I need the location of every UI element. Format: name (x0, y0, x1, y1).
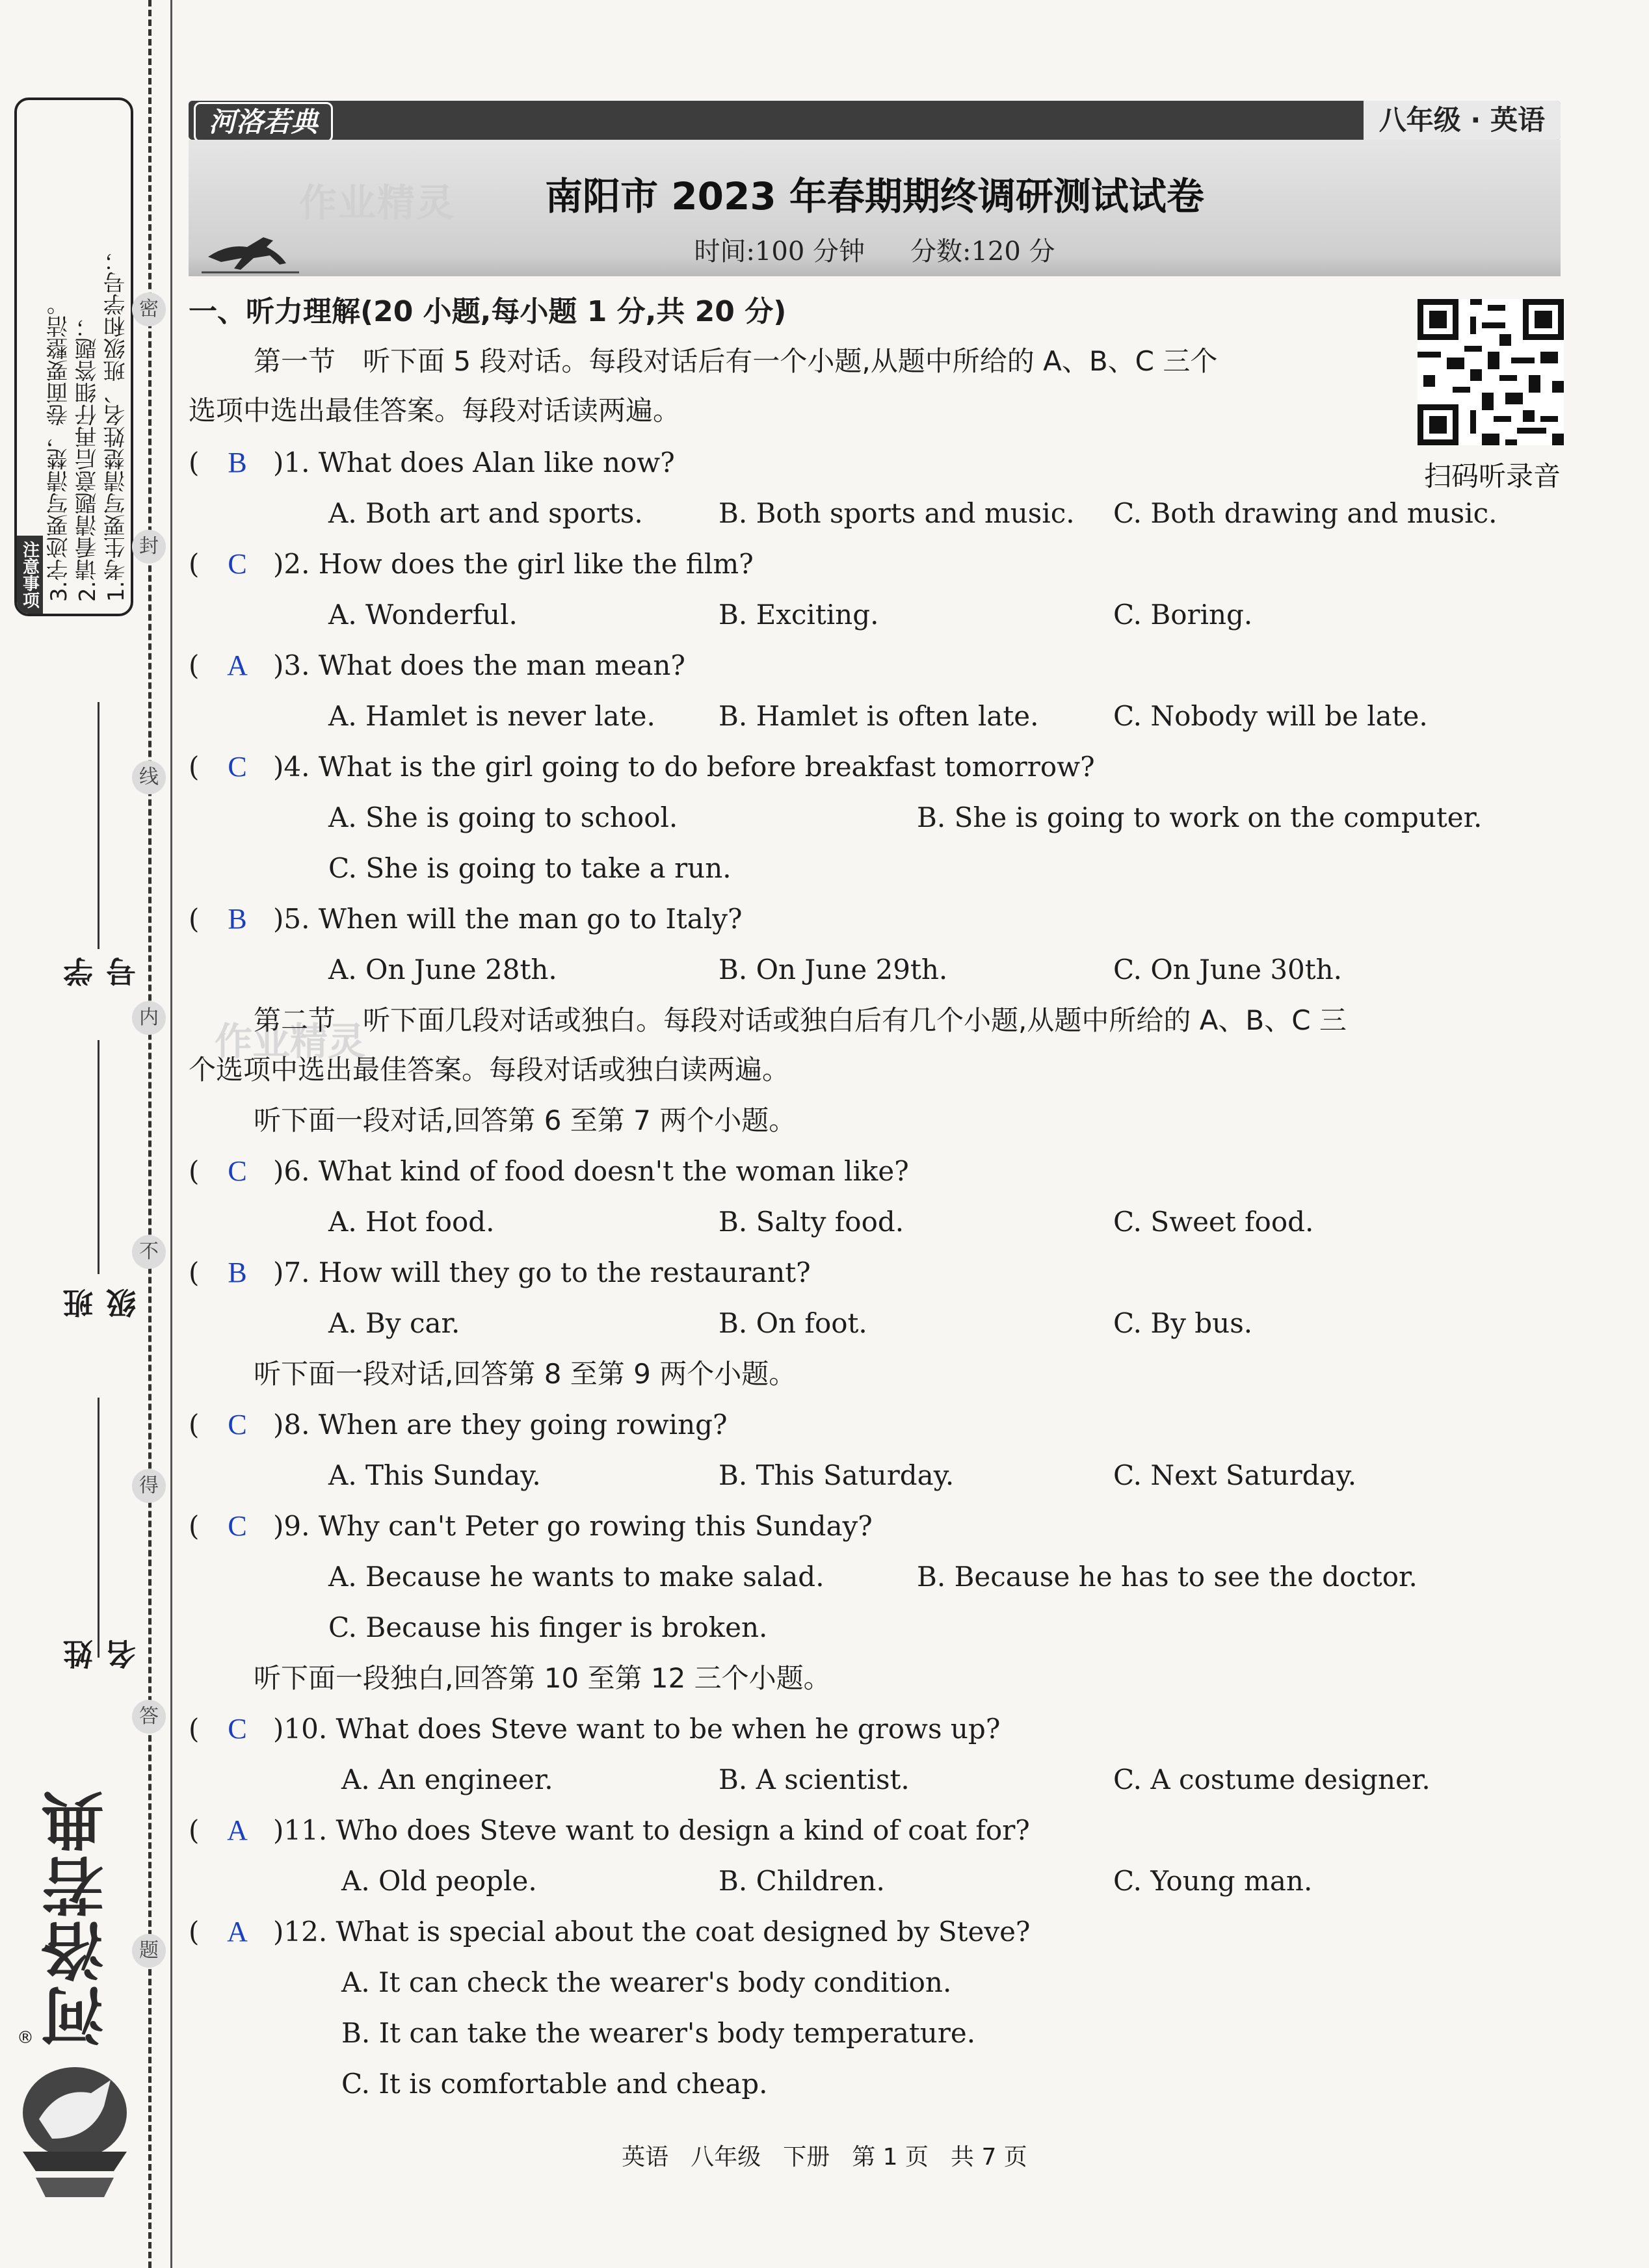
student-id-line[interactable] (98, 702, 99, 949)
answer-9[interactable]: C (228, 1510, 247, 1542)
answer-8[interactable]: C (228, 1409, 247, 1440)
q9-option-c: C. Because his finger is broken. (328, 1611, 768, 1643)
q12-option-c: C. It is comfortable and cheap. (341, 2068, 768, 2100)
question-11: )11. Who does Steve want to design a kind of coat for? (273, 1814, 1030, 1846)
title-band (189, 140, 1561, 276)
q2-option-c: C. Boring. (1113, 599, 1253, 631)
question-4: )4. What is the girl going to do before breakfast tomorrow? (273, 751, 1095, 783)
answer-bracket: ( (189, 1155, 200, 1187)
answer-4[interactable]: C (228, 751, 247, 783)
name-label: 姓名 (62, 1639, 140, 1669)
q8-option-a: A. This Sunday. (328, 1459, 541, 1491)
q6-option-b: B. Salty food. (719, 1206, 904, 1238)
answer-7[interactable]: B (228, 1257, 247, 1288)
note-2: 2.请看清题意后再仔细答题； (75, 315, 101, 602)
q4-option-a: A. She is going to school. (328, 802, 678, 833)
q2-option-a: A. Wonderful. (328, 599, 518, 631)
answer-bracket: ( (189, 548, 200, 580)
q10-option-c: C. A costume designer. (1113, 1764, 1431, 1795)
seal-char-ti: 题 (132, 1934, 166, 1968)
footer-total: 共 7 页 (951, 2144, 1027, 2170)
seal-char-nei: 内 (132, 1001, 166, 1035)
answer-10[interactable]: C (228, 1713, 247, 1745)
q11-option-c: C. Young man. (1113, 1865, 1313, 1897)
answer-bracket: ( (189, 649, 200, 681)
brand-logo: 河洛若典 (194, 102, 333, 142)
side-brand: 河洛若典 (41, 1788, 114, 2048)
exam-info (189, 231, 1561, 268)
q8-option-c: C. Next Saturday. (1113, 1459, 1357, 1491)
part2-instruction-line2: 个选项中选出最佳答案。每段对话或独白读两遍。 (189, 1054, 790, 1086)
question-9: )9. Why can't Peter go rowing this Sunday? (273, 1510, 873, 1542)
footer-volume: 下册 (783, 2144, 830, 2170)
answer-bracket: ( (189, 1257, 200, 1288)
qr-caption: 扫码听录音 (1423, 460, 1561, 492)
side-horse-logo-icon (13, 2041, 137, 2204)
instruction-8-9: 听下面一段对话,回答第 8 至第 9 两个小题。 (254, 1358, 797, 1390)
q5-option-a: A. On June 28th. (328, 954, 557, 985)
question-2: )2. How does the girl like the film? (273, 548, 754, 580)
q8-option-b: B. This Saturday. (719, 1459, 955, 1491)
cut-line (148, 0, 152, 2268)
seal-char-feng: 封 (132, 530, 166, 564)
exam-title: 南阳市 2023 年春期期终调研测试试卷 (545, 174, 1204, 218)
q6-option-a: A. Hot food. (328, 1206, 495, 1238)
q12-option-b: B. It can take the wearer's body temperature. (341, 2017, 976, 2049)
answer-bracket: ( (189, 1409, 200, 1440)
class-line[interactable] (98, 1040, 99, 1274)
q5-option-c: C. On June 30th. (1113, 954, 1343, 985)
q3-option-c: C. Nobody will be late. (1113, 700, 1428, 732)
question-8: )8. When are they going rowing? (273, 1409, 728, 1440)
q6-option-c: C. Sweet food. (1113, 1206, 1314, 1238)
answer-bracket: ( (189, 1510, 200, 1542)
answer-3[interactable]: A (227, 649, 248, 681)
question-6: )6. What kind of food doesn't the woman like? (273, 1155, 909, 1187)
footer-grade: 八年级 (691, 2144, 761, 2170)
q11-option-b: B. Children. (719, 1865, 885, 1897)
q11-option-a: A. Old people. (341, 1865, 537, 1897)
grade-tag: 八年级 · 英语 (1364, 101, 1561, 140)
answer-bracket: ( (189, 903, 200, 935)
q9-option-b: B. Because he has to see the doctor. (917, 1561, 1418, 1593)
q1-option-a: A. Both art and sports. (328, 497, 643, 529)
part1-instruction-line2: 选项中选出最佳答案。每段对话读两遍。 (189, 395, 681, 426)
q12-option-a: A. It can check the wearer's body condition. (341, 1966, 952, 1998)
registered-mark: ® (17, 2028, 34, 2048)
answer-1[interactable]: B (228, 447, 247, 478)
q7-option-b: B. On foot. (719, 1307, 867, 1339)
answer-bracket: ( (189, 1713, 200, 1745)
footer-subject: 英语 (622, 2144, 669, 2170)
q9-option-a: A. Because he wants to make salad. (328, 1561, 824, 1593)
seal-char-da: 答 (132, 1700, 166, 1734)
class-label: 班级 (62, 1288, 140, 1318)
q1-option-b: B. Both sports and music. (719, 497, 1075, 529)
question-1: )1. What does Alan like now? (273, 447, 675, 478)
answer-bracket: ( (189, 1814, 200, 1846)
q3-option-a: A. Hamlet is never late. (328, 700, 655, 732)
watermark-2: 作业精灵 (215, 1019, 366, 1063)
header-bar (189, 101, 1561, 140)
instruction-10-12: 听下面一段独白,回答第 10 至第 12 三个小题。 (254, 1662, 831, 1694)
part2-instruction-line1: 第二节 听下面几段对话或独白。每段对话或独白后有几个小题,从题中所给的 A、B、C 三 (254, 1004, 1347, 1036)
answer-bracket: ( (189, 447, 200, 478)
margin-line (170, 0, 172, 2268)
q7-option-a: A. By car. (328, 1307, 460, 1339)
question-10: )10. What does Steve want to be when he grows up? (273, 1713, 1001, 1745)
answer-2[interactable]: C (228, 548, 247, 580)
exam-score: 分数:120 分 (910, 237, 1055, 267)
answer-bracket: ( (189, 751, 200, 783)
note-3: 3.字迹要写清楚，卷面要整洁。 (46, 293, 72, 602)
exam-time: 时间:100 分钟 (694, 237, 865, 267)
note-1: 1.考生要写清楚姓名、班级和学号； (103, 249, 129, 602)
watermark: 作业精灵 (299, 181, 456, 225)
q10-option-b: B. A scientist. (719, 1764, 910, 1795)
section-heading: 一、听力理解(20 小题,每小题 1 分,共 20 分) (189, 295, 787, 328)
question-3: )3. What does the man mean? (273, 649, 685, 681)
seal-char-bu: 不 (132, 1235, 166, 1269)
q5-option-b: B. On June 29th. (719, 954, 948, 985)
question-5: )5. When will the man go to Italy? (273, 903, 743, 935)
seal-char-de: 得 (132, 1469, 166, 1503)
q4-option-c: C. She is going to take a run. (328, 852, 732, 884)
q10-option-a: A. An engineer. (341, 1764, 553, 1795)
part1-instruction-line1: 第一节 听下面 5 段对话。每段对话后有一个小题,从题中所给的 A、B、C 三个 (254, 345, 1218, 377)
binding-strip (0, 0, 176, 2268)
seal-char-mi: 密 (132, 293, 166, 326)
answer-bracket: ( (189, 1916, 200, 1948)
notes-box (14, 98, 133, 616)
q3-option-b: B. Hamlet is often late. (719, 700, 1039, 732)
instruction-6-7: 听下面一段对话,回答第 6 至第 7 两个小题。 (254, 1104, 797, 1136)
q7-option-c: C. By bus. (1113, 1307, 1253, 1339)
answer-12[interactable]: A (227, 1916, 248, 1948)
answer-6[interactable]: C (228, 1155, 247, 1187)
student-id-label: 学号 (62, 957, 140, 987)
question-7: )7. How will they go to the restaurant? (273, 1257, 811, 1288)
q4-option-b: B. She is going to work on the computer. (917, 802, 1483, 833)
answer-5[interactable]: B (228, 903, 247, 935)
page-footer (0, 2139, 1649, 2172)
name-line[interactable] (98, 1398, 99, 1658)
seal-char-xian: 线 (132, 761, 166, 794)
answer-11[interactable]: A (227, 1814, 248, 1846)
q2-option-b: B. Exciting. (719, 599, 879, 631)
notes-label: 注意事项 (17, 536, 43, 614)
q1-option-c: C. Both drawing and music. (1113, 497, 1497, 529)
footer-page: 第 1 页 (852, 2144, 929, 2170)
qr-code-icon[interactable] (1418, 299, 1564, 445)
question-12: )12. What is special about the coat designed by Steve? (273, 1916, 1031, 1948)
